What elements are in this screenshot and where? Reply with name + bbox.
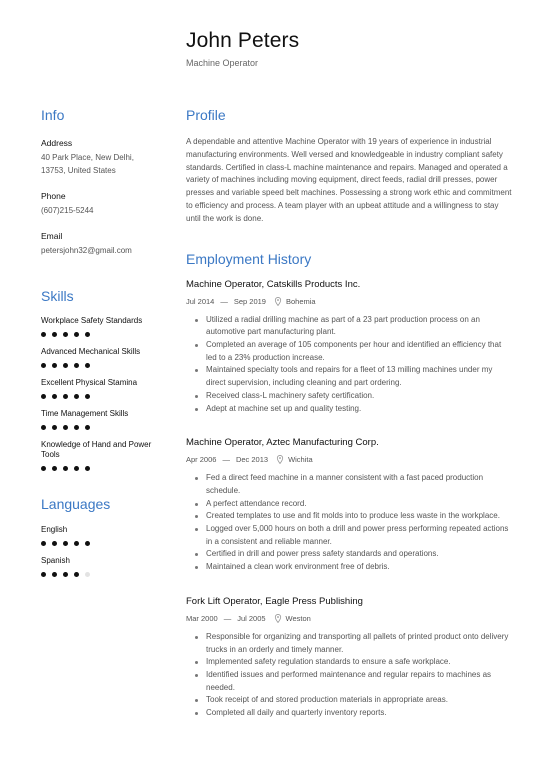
level-dot bbox=[52, 363, 57, 368]
level-dot bbox=[85, 363, 90, 368]
level-dots bbox=[41, 572, 166, 577]
skills-section-title: Skills bbox=[41, 288, 74, 304]
level-dot bbox=[74, 363, 79, 368]
skills-list bbox=[41, 316, 166, 471]
job-end-date: Sep 2019 bbox=[233, 296, 266, 306]
level-dot bbox=[63, 332, 68, 337]
job-bullet: Received class-L machinery safety certification. bbox=[186, 390, 512, 403]
job-title: Fork Lift Operator, Eagle Press Publishing bbox=[186, 595, 363, 607]
job-title: Machine Operator, Catskills Products Inc. bbox=[186, 278, 361, 290]
level-dots bbox=[41, 394, 166, 399]
job-end-date: Jul 2005 bbox=[237, 613, 266, 623]
level-dot bbox=[41, 332, 46, 337]
level-dot bbox=[74, 332, 79, 337]
job-entry bbox=[186, 279, 512, 416]
right-column bbox=[186, 106, 512, 720]
job-bullet: Completed all daily and quarterly inventory reports. bbox=[186, 707, 512, 720]
level-dot bbox=[85, 394, 90, 399]
left-column bbox=[41, 106, 166, 577]
languages-section-title: Languages bbox=[41, 496, 111, 512]
level-dot bbox=[52, 466, 57, 471]
level-dot bbox=[74, 394, 79, 399]
level-dot bbox=[41, 541, 46, 546]
skill-item bbox=[41, 316, 166, 337]
location-pin-icon bbox=[274, 614, 282, 623]
job-meta bbox=[186, 614, 512, 623]
location-pin-icon bbox=[274, 297, 282, 306]
job-bullet: Maintained a clean work environment free of debris. bbox=[186, 561, 512, 574]
info-section-title: Info bbox=[41, 107, 65, 123]
level-dot bbox=[74, 466, 79, 471]
job-bullet: Took receipt of and stored production materials in appropriate areas. bbox=[186, 694, 512, 707]
job-entry bbox=[186, 596, 512, 720]
level-dots bbox=[41, 332, 166, 337]
job-location: Weston bbox=[285, 613, 311, 623]
level-dot bbox=[63, 466, 68, 471]
job-meta bbox=[186, 455, 512, 464]
level-dot bbox=[63, 541, 68, 546]
skill-item bbox=[41, 440, 166, 471]
candidate-role: Machine Operator bbox=[186, 58, 259, 68]
level-dots bbox=[41, 466, 166, 471]
employment-section-title: Employment History bbox=[186, 250, 312, 267]
skill-name: Excellent Physical Stamina bbox=[41, 378, 138, 387]
email-value: petersjohn32@gmail.com bbox=[41, 246, 132, 255]
level-dot bbox=[41, 363, 46, 368]
language-name: English bbox=[41, 525, 68, 534]
job-bullet: Certified in drill and power press safety standards and operations. bbox=[186, 548, 512, 561]
language-item bbox=[41, 556, 166, 577]
skill-name: Advanced Mechanical Skills bbox=[41, 347, 141, 356]
level-dot bbox=[85, 541, 90, 546]
language-item bbox=[41, 525, 166, 546]
job-bullet: Completed an average of 105 components per hour and identified an efficiency that led to a 23% production increase. bbox=[186, 339, 512, 364]
level-dot bbox=[74, 425, 79, 430]
phone-value: (607)215-5244 bbox=[41, 206, 94, 215]
profile-section-title: Profile bbox=[186, 107, 226, 123]
level-dot bbox=[74, 572, 79, 577]
skill-name: Workplace Safety Standards bbox=[41, 316, 143, 325]
job-bullet: Responsible for organizing and transporting all pallets of printed product onto delivery trucks in an orderly and timely manner. bbox=[186, 631, 512, 656]
job-bullet: Utilized a radial drilling machine as part of a 23 part production process on an automotive part manufacturing plant. bbox=[186, 314, 512, 339]
level-dot bbox=[41, 572, 46, 577]
job-start-date: Mar 2000 bbox=[186, 613, 218, 623]
level-dot bbox=[85, 572, 90, 577]
level-dot bbox=[41, 425, 46, 430]
level-dot bbox=[52, 332, 57, 337]
employment-list bbox=[186, 279, 512, 720]
level-dot bbox=[52, 541, 57, 546]
level-dot bbox=[85, 466, 90, 471]
job-end-date: Dec 2013 bbox=[235, 455, 269, 465]
level-dot bbox=[52, 425, 57, 430]
date-separator: — bbox=[220, 296, 228, 306]
job-bullets bbox=[186, 631, 512, 720]
level-dot bbox=[85, 332, 90, 337]
resume-header bbox=[186, 28, 299, 68]
skill-item bbox=[41, 378, 166, 399]
date-separator: — bbox=[222, 455, 230, 465]
job-location: Wichita bbox=[288, 455, 313, 465]
job-title: Machine Operator, Aztec Manufacturing Corp. bbox=[186, 437, 379, 449]
job-bullet: Logged over 5,000 hours on both a drill and power press performing repeated actions in a consistent and reliable manner. bbox=[186, 523, 512, 548]
languages-list bbox=[41, 525, 166, 577]
level-dot bbox=[41, 466, 46, 471]
job-bullet: Identified issues and performed maintenance and regular repairs to machines as needed. bbox=[186, 669, 512, 694]
job-bullets bbox=[186, 472, 512, 574]
job-bullet: Adept at machine set up and quality testing. bbox=[186, 403, 512, 416]
address-label: Address bbox=[41, 138, 73, 148]
job-start-date: Jul 2014 bbox=[186, 296, 215, 306]
level-dot bbox=[52, 572, 57, 577]
location-pin-icon bbox=[276, 455, 284, 464]
job-bullet: Fed a direct feed machine in a manner consistent with a fast paced production schedule. bbox=[186, 472, 512, 497]
level-dot bbox=[74, 541, 79, 546]
job-location: Bohemia bbox=[285, 296, 316, 306]
level-dots bbox=[41, 541, 166, 546]
candidate-name: John Peters bbox=[186, 29, 300, 52]
phone-label: Phone bbox=[41, 191, 66, 201]
skill-name: Time Management Skills bbox=[41, 409, 129, 418]
job-bullet: Created templates to use and fit molds into to produce less waste in the workplace. bbox=[186, 510, 512, 523]
job-bullet: Implemented safety regulation standards to ensure a safe workplace. bbox=[186, 656, 512, 669]
level-dot bbox=[63, 572, 68, 577]
job-bullets bbox=[186, 314, 512, 416]
skill-name: Knowledge of Hand and Power Tools bbox=[41, 440, 152, 459]
skill-item bbox=[41, 347, 166, 368]
level-dot bbox=[63, 394, 68, 399]
job-bullet: A perfect attendance record. bbox=[186, 498, 512, 511]
job-entry bbox=[186, 437, 512, 574]
level-dot bbox=[41, 394, 46, 399]
job-bullet: Maintained specialty tools and repairs for a fleet of 13 milling machines under my direct supervision, including cleaning and part ordering. bbox=[186, 364, 512, 389]
address-line-2: 13753, United States bbox=[41, 166, 116, 175]
profile-text: A dependable and attentive Machine Operator with 19 years of experience in industrial manufacturing environments. Well versed and knowledgeable in industry compliant safety standards. Certified in class-L machine maintenance and repairs. Managed and operated a variety of machines including moving equipment, direct feeds, radial drill presses, power presses and variable speed belt machines. Possessing a strong work ethic and commitment to efficiency and process. A team player with an upbeat attitude and a willingness to stay until the work is done. bbox=[186, 137, 512, 223]
job-start-date: Apr 2006 bbox=[186, 455, 217, 465]
level-dot bbox=[52, 394, 57, 399]
email-label: Email bbox=[41, 231, 63, 241]
level-dot bbox=[63, 425, 68, 430]
address-line-1: 40 Park Place, New Delhi, bbox=[41, 153, 134, 162]
job-meta bbox=[186, 297, 512, 306]
level-dot bbox=[85, 425, 90, 430]
skill-item bbox=[41, 409, 166, 430]
date-separator: — bbox=[223, 613, 232, 623]
language-name: Spanish bbox=[41, 556, 70, 565]
level-dot bbox=[63, 363, 68, 368]
level-dots bbox=[41, 363, 166, 368]
level-dots bbox=[41, 425, 166, 430]
